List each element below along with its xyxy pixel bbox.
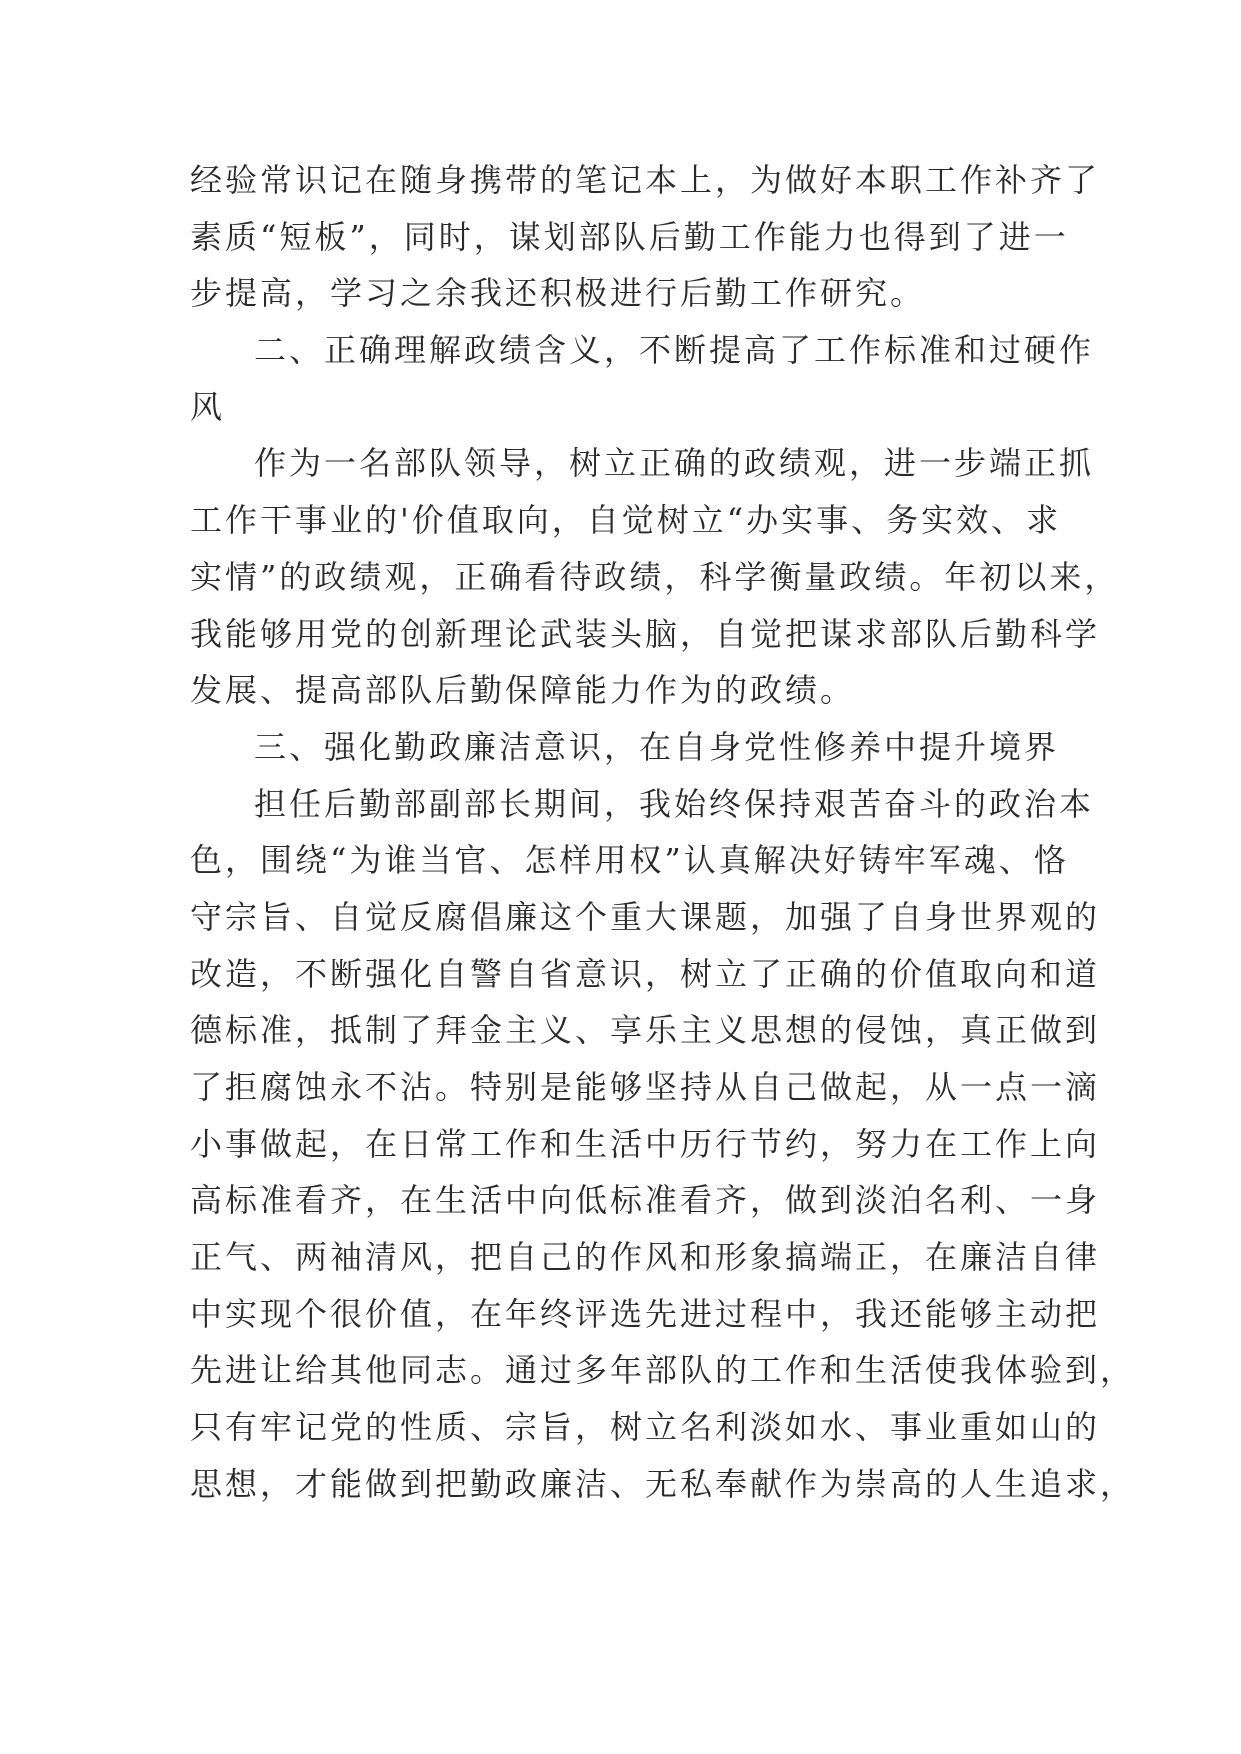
body-text — [190, 152, 1136, 1513]
text-line: 步提高，学习之余我还积极进行后勤工作研究。 — [190, 274, 926, 313]
text-line: 作为一名部队领导，树立正确的政绩观，进一步端正抓 — [254, 444, 1095, 483]
text-line: 实情”的政绩观，正确看待政绩，科学衡量政绩。年初以来， — [190, 557, 1120, 596]
text-line: 经验常识记在随身携带的笔记本上，为做好本职工作补齐了 — [190, 161, 1101, 199]
text-line: 发展、提高部队后勤保障能力作为的政绩。 — [190, 671, 856, 710]
section-heading: 三、强化勤政廉洁意识，在自身党性修养中提升境界 — [254, 727, 1060, 766]
text-line: 改造，不断强化自警自省意识，树立了正确的价值取向和道 — [190, 954, 1101, 993]
text-line: 担任后勤部副部长期间，我始终保持艰苦奋斗的政治本 — [254, 784, 1095, 823]
section-heading: 二、正确理解政绩含义，不断提高了工作标准和过硬作 — [254, 331, 1095, 370]
section-heading-continuation: 风 — [190, 387, 226, 426]
text-line: 中实现个很价值，在年终评选先进过程中，我还能够主动把 — [190, 1294, 1101, 1333]
text-line: 我能够用党的创新理论武装头脑，自觉把谋求部队后勤科学 — [190, 614, 1101, 653]
text-line: 守宗旨、自觉反腐倡廉这个重大课题，加强了自身世界观的 — [190, 897, 1101, 936]
text-line: 色，围绕“为谁当官、怎样用权”认真解决好铸牢军魂、恪 — [190, 841, 1069, 880]
text-line: 先进让给其他同志。通过多年部队的工作和生活使我体验到， — [190, 1351, 1136, 1390]
text-line: 高标准看齐，在生活中向低标准看齐，做到淡泊名利、一身 — [190, 1181, 1101, 1220]
text-line: 工作干事业的'价值取向，自觉树立“办实事、务实效、求 — [190, 501, 1062, 540]
text-line: 正气、两袖清风，把自己的作风和形象搞端正，在廉洁自律 — [190, 1238, 1101, 1277]
text-line: 素质“短板”，同时，谋划部队后勤工作能力也得到了进一 — [190, 217, 1069, 256]
text-line: 思想，才能做到把勤政廉洁、无私奉献作为崇高的人生追求， — [190, 1464, 1136, 1503]
text-line: 小事做起，在日常工作和生活中历行节约，努力在工作上向 — [190, 1124, 1101, 1163]
text-line: 只有牢记党的性质、宗旨，树立名利淡如水、事业重如山的 — [190, 1408, 1101, 1447]
text-line: 德标准，抵制了拜金主义、享乐主义思想的侵蚀，真正做到 — [190, 1011, 1101, 1050]
text-line: 了拒腐蚀永不沾。特别是能够坚持从自己做起，从一点一滴 — [190, 1068, 1101, 1106]
